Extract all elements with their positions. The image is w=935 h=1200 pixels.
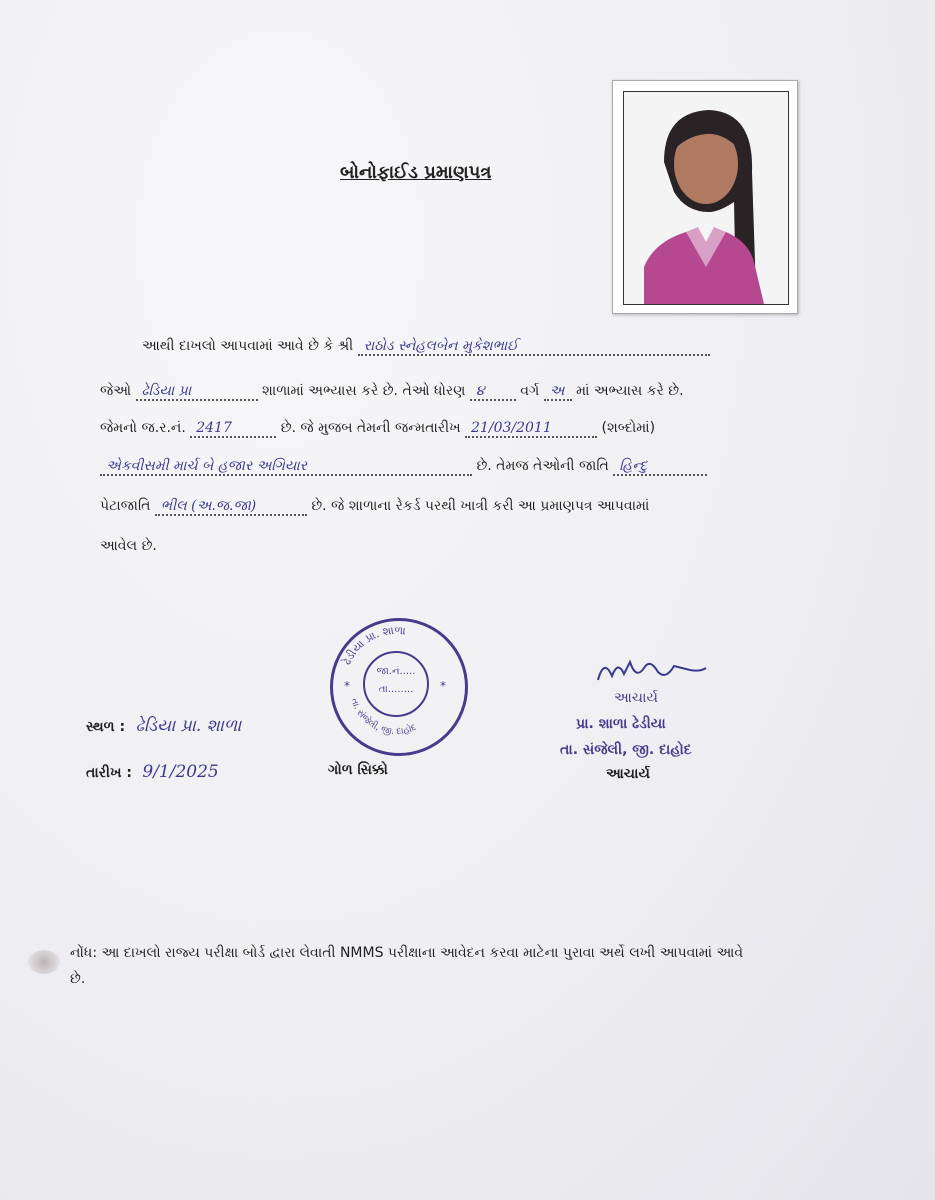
- line3-mid: છે. જે મુજબ તેમની જન્મતારીખ: [280, 420, 461, 436]
- line-1: [142, 338, 710, 356]
- signature-scribble-icon: [590, 650, 710, 690]
- line-3: [100, 420, 655, 438]
- subcaste-value: ભીલ (અ.જ.જા): [155, 498, 307, 516]
- round-school-seal: [330, 618, 468, 756]
- svg-text:*: *: [344, 679, 350, 693]
- principal-stamp-title: આચાર્ય: [614, 690, 658, 706]
- ink-smudge: [28, 950, 60, 974]
- student-photo-frame: [612, 80, 798, 314]
- round-seal-label: ગોળ સિક્કો: [328, 762, 388, 778]
- division-value: અ: [544, 383, 572, 401]
- school-name-handwritten: ઢેડિયા પ્રા: [136, 383, 258, 401]
- birth-date: 21/03/2011: [465, 420, 597, 438]
- principal-stamp-school: પ્રા. શાળા ઢેડીયા: [576, 716, 666, 732]
- place-value: ઢેડિયા પ્રા. શાળા: [135, 716, 242, 736]
- line4-mid: છે. તેમજ તેઓની જાતિ: [476, 458, 609, 474]
- svg-text:*: *: [440, 679, 446, 693]
- principal-signature: [590, 650, 710, 694]
- student-portrait-icon: [624, 92, 788, 304]
- student-photo: [623, 91, 789, 305]
- line-6: આવેલ છે.: [100, 538, 157, 554]
- seal-inner-line1: જા.નં.....: [376, 666, 416, 677]
- line5-prefix: પેટાજાતિ: [100, 498, 151, 514]
- place-label: સ્થળ :: [86, 719, 126, 735]
- register-number: 2417: [190, 420, 276, 438]
- date-label: તારીખ :: [86, 765, 132, 781]
- place-row: [86, 716, 247, 736]
- line3-suffix: (શબ્દોમાં): [601, 420, 656, 436]
- student-name: રાઠોડ સ્નેહલબેન મુકેશભાઈ: [358, 338, 710, 356]
- line2-suffix: માં અભ્યાસ કરે છે.: [576, 383, 684, 399]
- line5-suffix: છે. જે શાળાના રેકર્ડ પરથી ખાત્રી કરી આ પ્રમાણપત્ર આપવામાં: [311, 498, 650, 514]
- religion-value: હિન્દુ: [613, 458, 707, 476]
- line3-prefix: જેમનો જ.ર.નં.: [100, 420, 186, 436]
- standard-value: ૪: [470, 383, 516, 401]
- date-value: 9/1/2025: [142, 762, 219, 782]
- line2-prefix: જેઓ: [100, 383, 132, 399]
- birth-date-in-words: એકવીસમી માર્ચ બે હજાર અગિયાર: [100, 458, 472, 476]
- seal-ring-top-text: ઢેડીયા પ્રા. શાળા: [340, 623, 407, 667]
- line2-mid: શાળામાં અભ્યાસ કરે છે. તેઓ ધોરણ: [261, 383, 466, 399]
- seal-inner-circle: [363, 651, 429, 717]
- line-2: [100, 383, 684, 401]
- principal-label: આચાર્ય: [606, 766, 650, 782]
- date-row: [86, 762, 225, 782]
- certificate-title: બોનોફાઈડ પ્રમાણપત્ર: [340, 162, 492, 183]
- line2-mid2: વર્ગ: [520, 383, 540, 399]
- footnote: નોંધ: આ દાખલો રાજ્ય પરીક્ષા બોર્ડ દ્વારા લેવાતી NMMS પરીક્ષાના આવેદન કરવા માટેના પુરાવા અર્થે લખી આપવામાં આવે છે.: [70, 945, 744, 987]
- principal-stamp-place: તા. સંજેલી, જી. દાહોદ: [560, 742, 692, 758]
- line-5: [100, 498, 649, 516]
- line-4: [100, 458, 707, 476]
- seal-inner-line2: તા........: [378, 684, 414, 695]
- seal-ring-bottom-text: તા. સંજેલી, જી. દાહોદ: [348, 697, 419, 738]
- line1-prefix: આથી દાખલો આપવામાં આવે છે કે શ્રી: [142, 338, 354, 354]
